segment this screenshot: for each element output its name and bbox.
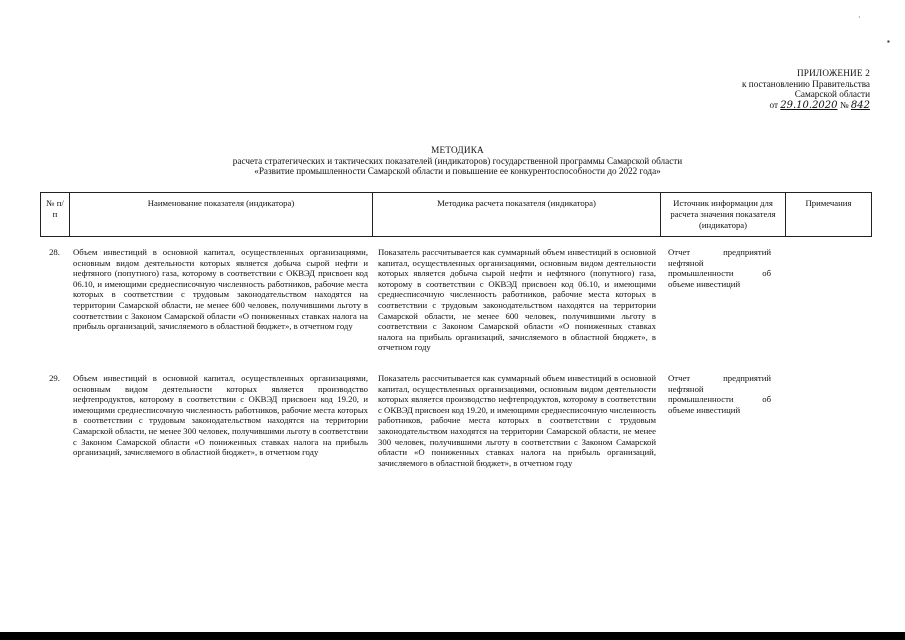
table-row	[40, 373, 872, 468]
heading-line: расчета стратегических и тактических показателей (индикаторов) государственной программы Самарской области	[232, 155, 683, 166]
table-header-row	[40, 192, 872, 237]
heading-title: МЕТОДИКА	[431, 145, 484, 155]
appendix-line: к постановлению Правительства	[742, 78, 870, 89]
heading-line: «Развитие промышленности Самарской области и повышение ее конкурентоспособности до 2022 года»	[254, 166, 661, 176]
row-number: 29.	[49, 372, 60, 383]
scan-speck: ·	[858, 13, 861, 22]
row-method: Показатель рассчитывается как суммарный объем инвестиций в основной капитал, осуществленных организациями, основным видом деятельности которых является производство нефтепродуктов, которому в соответствии с ОКВЭД присвоен код 19.20, и имеющими среднесписочную численность работников, рабочие места которых в соответствии с трудовым законодательством находятся на территории Самарской области, не менее 300 человек, получившими льготу в соответствии с Законом Самарской области «О пониженных ставках налога на прибыль организаций, зачисляемого в областной бюджет», в отчетном году	[378, 372, 656, 468]
number-value: 842	[850, 99, 870, 111]
table-row	[40, 247, 872, 353]
appendix-date-line	[700, 100, 870, 112]
scan-bottom-edge	[0, 632, 905, 640]
scan-speck: ▪	[887, 37, 890, 46]
header-source: Источник информации для расчета значения показателя (индикатора)	[660, 193, 785, 236]
appendix-title: ПРИЛОЖЕНИЕ 2	[796, 68, 870, 78]
number-prefix: №	[839, 99, 849, 110]
row-source: Отчет предприятий нефтяной промышленности об объеме инвестиций	[668, 247, 771, 289]
appendix-line: Самарской области	[794, 89, 870, 99]
row-notes	[785, 373, 872, 468]
row-source: Отчет предприятий нефтяной промышленности об объеме инвестиций	[668, 372, 771, 415]
row-indicator-name: Объем инвестиций в основной капитал, осуществленных организациями, основным видом деятельности которых является добыча сырой нефти и нефтяного (попутного) газа, которому в соответствии с ОКВЭД присвоен код 06.10, и имеющими среднесписочную численность работников, рабочие места которых в соответствии с трудовым законодательством находятся на территории Самарской области, не менее 600 человек, получившими льготу в соответствии с Законом Самарской области «О пониженных ставках налога на прибыль организаций, зачисляемого в областной бюджет», в отчетном году	[73, 247, 368, 332]
row-indicator-name: Объем инвестиций в основной капитал, осуществленных организациями, основным видом деятельности которых является производство нефтепродуктов, которому в соответствии с ОКВЭД присвоен код 19.20, и имеющими среднесписочную численность работников, рабочие места которых в соответствии с трудовым законодательством находятся на территории Самарской области, не менее 300 человек, получившими льготу в соответствии с Законом Самарской области «О пониженных ставках налога на прибыль организаций, зачисляемого в областной бюджет», в отчетном году	[73, 372, 368, 458]
appendix-block	[700, 68, 870, 111]
date-prefix: от	[769, 99, 778, 110]
row-notes	[785, 247, 872, 353]
row-method: Показатель рассчитывается как суммарный объем инвестиций в основной капитал, осуществленных организациями, основным видом деятельности которых является добыча сырой нефти и нефтяного (попутного) газа, которому в соответствии с ОКВЭД присвоен код 06.10, и имеющими среднесписочную численность работников, рабочие места которых в соответствии с трудовым законодательством находятся на территории Самарской области, не менее 600 человек, получившими льготу в соответствии с Законом Самарской области «О пониженных ставках налога на прибыль организаций, зачисляемого в областной бюджет», в отчетном году	[378, 247, 656, 353]
header-notes: Примечания	[785, 193, 872, 236]
header-indicator-name: Наименование показателя (индикатора)	[69, 193, 372, 236]
row-number: 28.	[49, 247, 60, 257]
document-heading	[150, 145, 765, 177]
header-method: Методика расчета показателя (индикатора)	[372, 193, 660, 236]
date-value: 29.10.2020	[780, 99, 838, 111]
header-number: № п/п	[40, 193, 69, 236]
indicators-table	[40, 192, 872, 468]
